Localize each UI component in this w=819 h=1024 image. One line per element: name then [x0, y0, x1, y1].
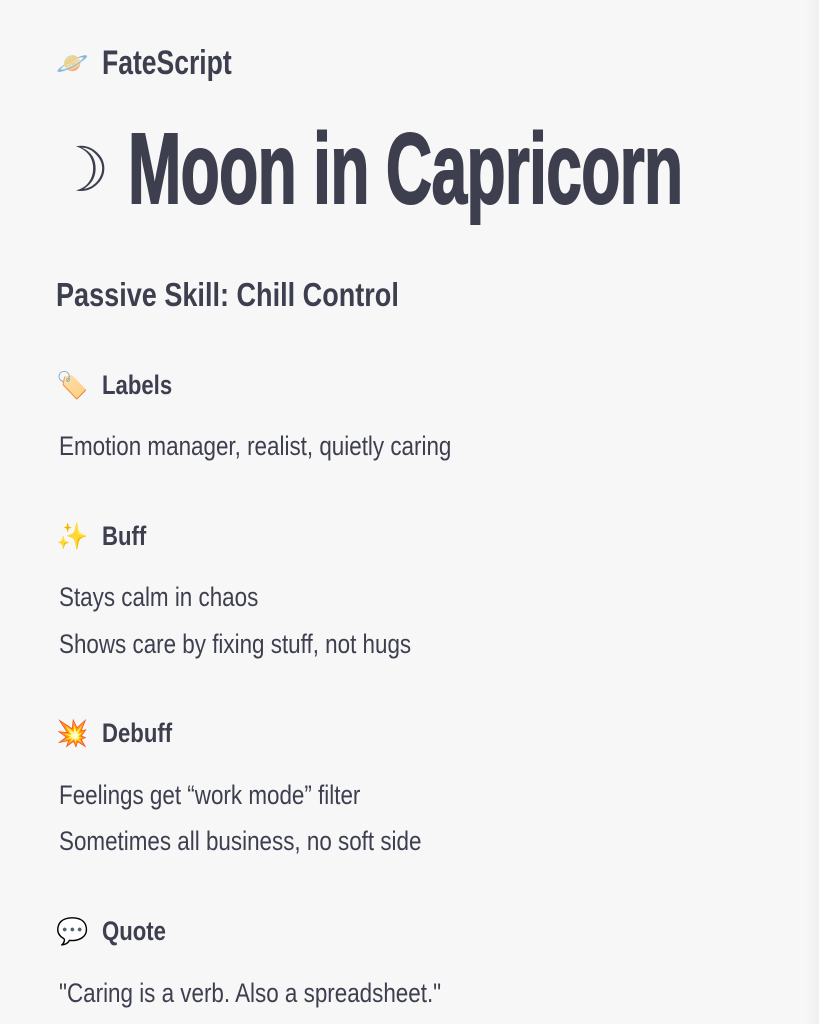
quote-text	[59, 978, 519, 1009]
label-tag-icon: 🏷️	[56, 370, 89, 401]
brand-header	[56, 44, 268, 83]
section-heading: Debuff	[102, 718, 173, 748]
section-debuff-heading	[56, 718, 187, 749]
section-line	[59, 582, 299, 613]
section-line	[59, 431, 532, 462]
section-heading: Labels	[102, 370, 173, 400]
brand-name: FateScript	[102, 44, 232, 82]
line-text: Stays calm in chaos	[59, 582, 259, 612]
line-text: Feelings get “work mode” filter	[59, 780, 361, 810]
section-heading: Quote	[102, 916, 166, 946]
section-quote-heading	[56, 916, 180, 947]
speech-bubble-icon: 💬	[56, 916, 89, 947]
sparkles-icon: ✨	[56, 521, 89, 552]
section-line	[59, 780, 422, 811]
crescent-moon-icon: ☽	[54, 133, 110, 206]
section-line	[59, 629, 483, 660]
page-title-text: Moon in Capricorn	[127, 113, 683, 225]
ringed-planet-icon: 🪐	[56, 48, 89, 79]
collision-icon: 💥	[56, 718, 89, 749]
section-heading: Buff	[102, 521, 147, 551]
line-text: "Caring is a verb. Also a spreadsheet."	[59, 978, 442, 1008]
line-text: Sometimes all business, no soft side	[59, 826, 422, 856]
section-labels-heading	[56, 370, 188, 401]
subtitle-text: Passive Skill: Chill Control	[56, 276, 399, 313]
subtitle	[56, 276, 474, 314]
page-title	[54, 112, 819, 227]
section-buff-heading	[56, 521, 156, 552]
line-text: Emotion manager, realist, quietly caring	[59, 431, 452, 461]
section-line	[59, 826, 496, 857]
line-text: Shows care by fixing stuff, not hugs	[59, 629, 412, 659]
